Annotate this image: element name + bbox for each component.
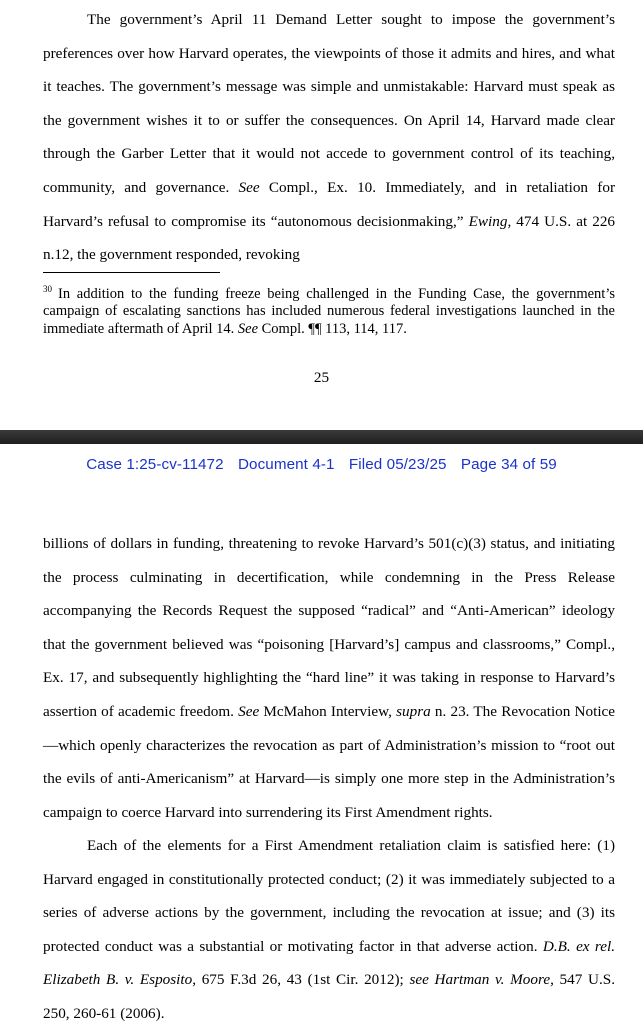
footnote-number: 30 xyxy=(43,284,52,294)
filed-date: Filed 05/23/25 xyxy=(348,456,447,473)
case-number: Case 1:25-cv-11472 xyxy=(86,456,224,473)
document-number: Document 4-1 xyxy=(237,456,335,473)
citation-signal: supra xyxy=(396,702,431,720)
case-name: see Hartman v. Moore xyxy=(409,971,551,989)
paragraph-text: n. 23. The Revocation Notice—which openly characterizes the revocation as part of Administration’s mission to “root out the evils of anti-Americanism” at Harvard—is simply one more step in the Administration’s campaign to coerce Harvard into surrendering its First Amendment rights. xyxy=(43,702,616,821)
paragraph-text: , 547 U.S. 250, 260-61 (2006). xyxy=(43,971,616,1022)
paragraph-text: Each of the elements for a First Amendment retaliation claim is satisfied here: (1) Harvard engaged in constitutionally protected conduct; (2) it was immediately subjected to a series of adverse actions by the government, including the revocation at issue; and (3) its protected conduct was a substantial or motivating factor in that adverse action. xyxy=(43,837,615,955)
footnote-divider xyxy=(43,272,220,273)
paragraph-text: , 675 F.3d 26, 43 (1st Cir. 2012); xyxy=(192,971,404,989)
page-divider xyxy=(0,430,643,444)
citation-signal: See xyxy=(238,178,260,196)
citation-signal: See xyxy=(238,702,260,720)
footnote xyxy=(43,281,615,338)
page-count: Page 34 of 59 xyxy=(460,456,557,473)
body-paragraph xyxy=(43,527,615,829)
paragraph-text: billions of dollars in funding, threatening to revoke Harvard’s 501(c)(3) status, and initiating the process culminating in decertification, while condemning in the Press Release accompanying the Records Request the supposed “radical” and “Anti-American” ideology that the government believed was “poisoning [Harvard’s] campus and classrooms,” Compl., Ex. 17, and subsequently highlighting the “hard line” it was taking in response to Harvard’s assertion of academic freedom. xyxy=(43,535,615,720)
body-paragraph xyxy=(43,3,615,272)
paragraph-text: McMahon Interview, xyxy=(263,702,392,720)
document-page-upper xyxy=(0,0,643,430)
paragraph-text: The government’s April 11 Demand Letter sought to impose the government’s preferences over how Harvard operates, the viewpoints of those it admits and hires, and what it teaches. The government’s message was simple and unmistakable: Harvard must speak as the government wishes it to or suffer the consequences. On April 14, Harvard made clear through the Garber Letter that it would not accede to government control of its teaching, community, and governance. xyxy=(43,11,615,196)
body-paragraph xyxy=(43,829,615,1031)
case-name: Ewing xyxy=(468,212,508,230)
footnote-citation: Compl. ¶¶ 113, 114, 117. xyxy=(261,320,407,337)
footnote-text: In addition to the funding freeze being challenged in the Funding Case, the government’s campaign of escalating sanctions has included numerous federal investigations launched in the immediate aftermath of April 14. xyxy=(43,286,615,337)
citation-signal: See xyxy=(237,320,259,337)
case-name: D.B. ex rel. Elizabeth B. v. Esposito xyxy=(43,937,616,989)
paragraph-text: Compl., Ex. 10. Immediately, and in retaliation for Harvard’s refusal to compromise its “autonomous decisionmaking,” xyxy=(43,178,616,230)
paragraph-text: , 474 U.S. at 226 n.12, the government responded, revoking xyxy=(43,212,616,264)
page-number: 25 xyxy=(313,369,330,386)
